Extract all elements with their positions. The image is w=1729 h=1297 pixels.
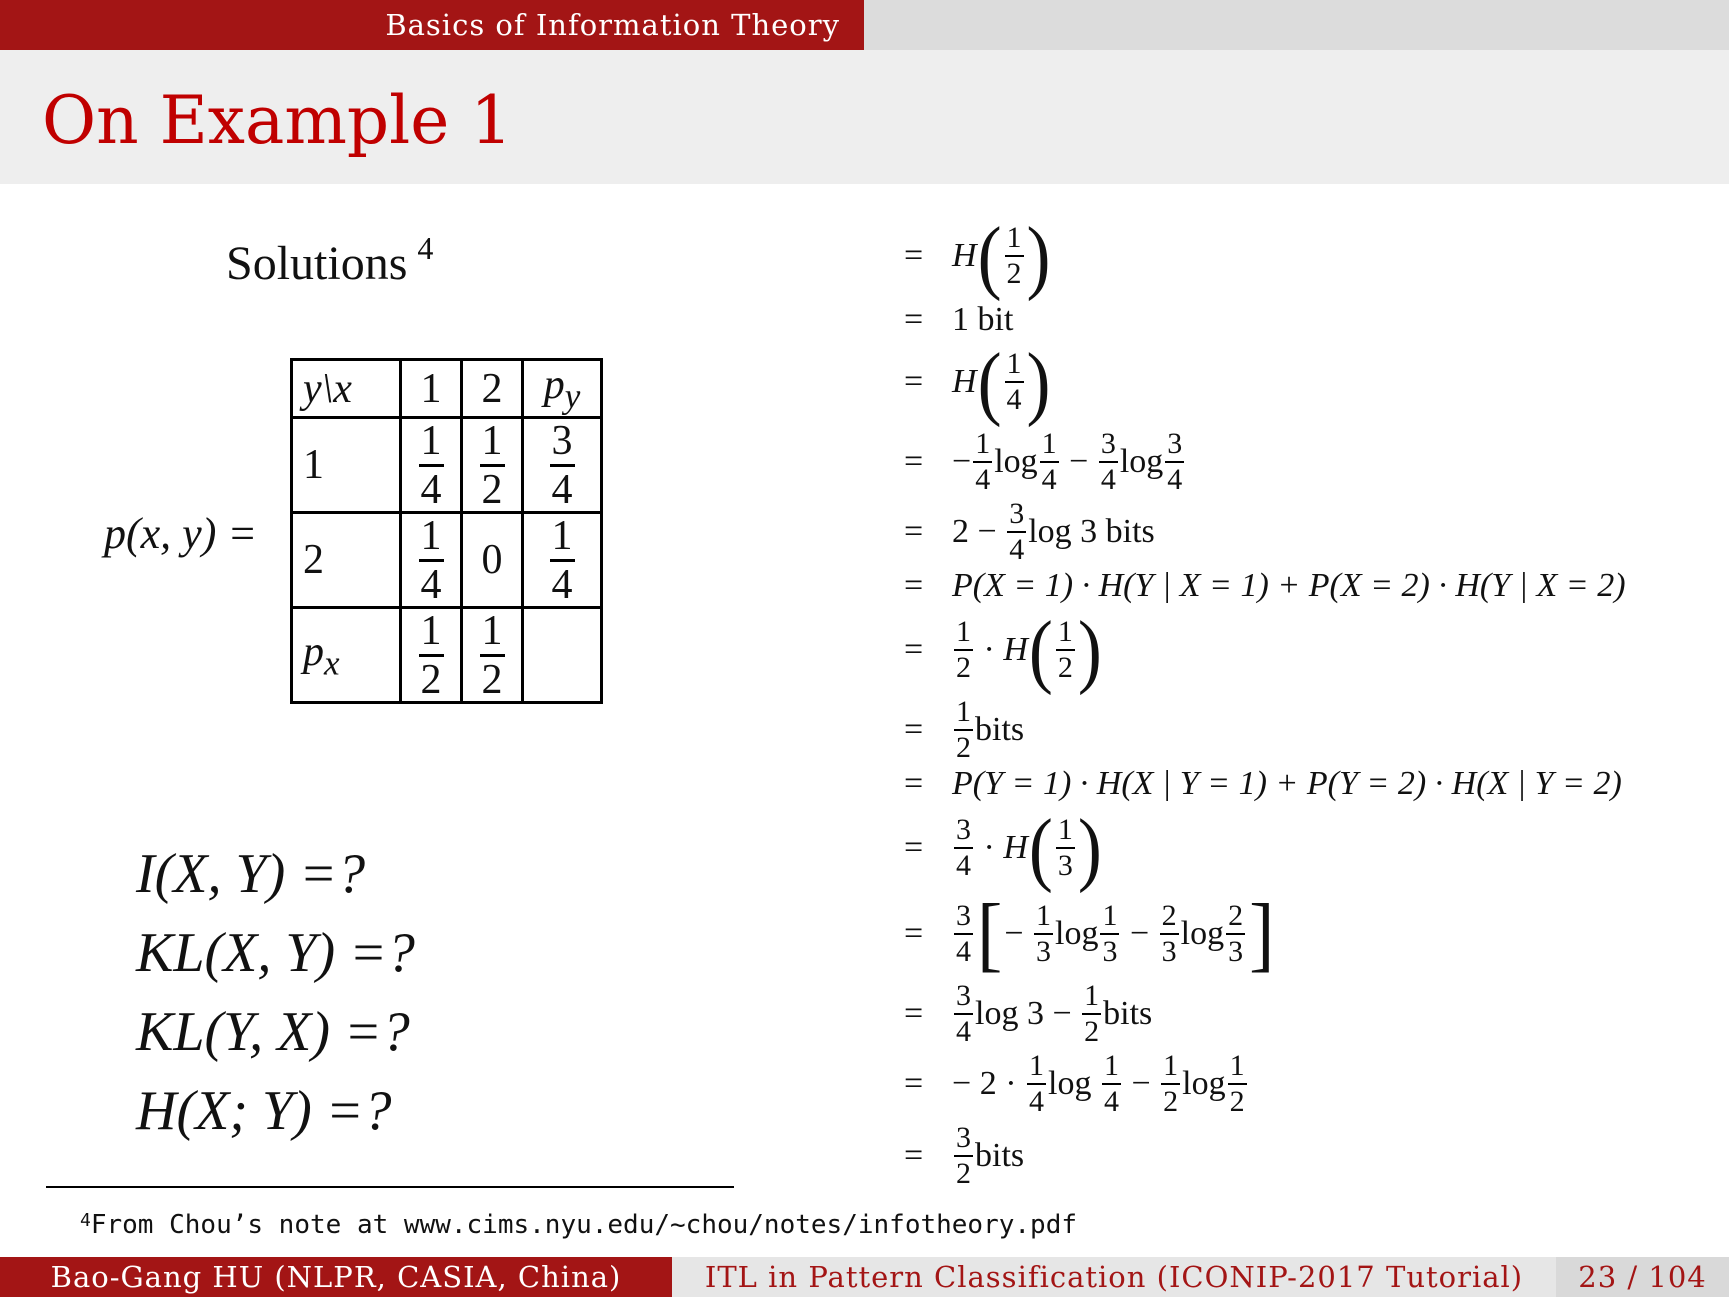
row-label: 2 bbox=[292, 513, 401, 608]
eq-rhs: 2 − $\frac{3}{4}$ log 3 bits bbox=[952, 497, 1155, 566]
table-cell: $\frac{1}{2}$ bbox=[462, 418, 523, 513]
slide-title: On Example 1 bbox=[42, 82, 513, 159]
eq-rhs: $\frac{1}{2}$ bits bbox=[956, 695, 1025, 764]
joint-prob-label: p(x, y) = bbox=[104, 509, 258, 558]
eq-rhs: P(Y = 1) · H(X | Y = 1) + P(Y = 2) · H(X | Y = 2) bbox=[952, 765, 1622, 802]
eq-sign: = bbox=[904, 711, 924, 748]
eq-sign: = bbox=[904, 567, 924, 604]
eq-rhs: − $\frac{1}{4}$ log $\frac{1}{4}$ − $\frac{3}{4}$ log $\frac{3}{4}$ bbox=[952, 427, 1183, 496]
eq-sign: = bbox=[904, 631, 924, 668]
footnote-ref: 4 bbox=[417, 230, 434, 266]
corner-cell: y\x bbox=[292, 360, 401, 418]
eq-sign: = bbox=[904, 363, 924, 400]
footnote bbox=[80, 1210, 1077, 1240]
eq-rhs: 1 bit bbox=[952, 301, 1014, 338]
footer-talk-title: ITL in Pattern Classification (ICONIP-2017 Tutorial) bbox=[672, 1257, 1556, 1297]
row-label: $p_x$ bbox=[292, 608, 401, 703]
eq-rhs: $\frac{3}{4}$ · H ( $\frac{1}{3}$ ) bbox=[956, 802, 1102, 894]
question-item: KL(X, Y) =? bbox=[136, 922, 415, 984]
table-cell: $\frac{3}{4}$ bbox=[523, 418, 602, 513]
footnote-text: From Chou’s note at www.cims.nyu.edu/~chou/notes/infotheory.pdf bbox=[90, 1210, 1078, 1240]
eq-sign: = bbox=[904, 301, 924, 338]
question-item: H(X; Y) =? bbox=[136, 1080, 392, 1142]
footer-page-number: 23 / 104 bbox=[1556, 1257, 1729, 1297]
footnote-divider bbox=[46, 1186, 734, 1188]
eq-rhs: P(X = 1) · H(Y | X = 1) + P(X = 2) · H(Y | X = 2) bbox=[952, 567, 1626, 604]
col-header-2: 2 bbox=[462, 360, 523, 418]
table-cell: $\frac{1}{4}$ bbox=[401, 513, 462, 608]
eq-rhs: H ( $\frac{1}{4}$ ) bbox=[952, 336, 1051, 428]
footer-bar bbox=[0, 1257, 1729, 1297]
col-header-1: 1 bbox=[401, 360, 462, 418]
footnote-mark: 4 bbox=[80, 1210, 91, 1231]
eq-rhs: $\frac{3}{4}$ [ − $\frac{1}{3}$ log $\frac{1}{3}$ − $\frac{2}{3}$ log $\frac{2}{3}$ ] bbox=[956, 887, 1275, 981]
table-cell: $\frac{1}{4}$ bbox=[523, 513, 602, 608]
eq-sign: = bbox=[904, 237, 924, 274]
footer-author: Bao-Gang HU (NLPR, CASIA, China) bbox=[0, 1257, 672, 1297]
eq-sign: = bbox=[904, 995, 924, 1032]
row-label: 1 bbox=[292, 418, 401, 513]
eq-sign: = bbox=[904, 443, 924, 480]
eq-rhs: H ( $\frac{1}{2}$ ) bbox=[952, 210, 1051, 302]
eq-rhs: $\frac{1}{2}$ · H ( $\frac{1}{2}$ ) bbox=[956, 604, 1102, 696]
eq-sign: = bbox=[904, 1065, 924, 1102]
table-cell: 0 bbox=[462, 513, 523, 608]
table-cell: $\frac{1}{4}$ bbox=[401, 418, 462, 513]
eq-sign: = bbox=[904, 829, 924, 866]
eq-sign: = bbox=[904, 1137, 924, 1174]
eq-sign: = bbox=[904, 513, 924, 550]
question-item: I(X, Y) =? bbox=[136, 843, 366, 905]
eq-rhs: $\frac{3}{2}$ bits bbox=[956, 1121, 1025, 1190]
eq-sign: = bbox=[904, 765, 924, 802]
eq-rhs: $\frac{3}{4}$ log 3 − $\frac{1}{2}$ bits bbox=[956, 979, 1153, 1048]
table-cell: $\frac{1}{2}$ bbox=[462, 608, 523, 703]
section-title: Basics of Information Theory bbox=[0, 0, 864, 50]
question-item: KL(Y, X) =? bbox=[136, 1001, 410, 1063]
eq-rhs: − 2 · $\frac{1}{4}$ log $\frac{1}{4}$ − $\frac{1}{2}$ log $\frac{1}{2}$ bbox=[952, 1049, 1245, 1118]
solutions-label: Solutions bbox=[226, 237, 408, 290]
eq-sign: = bbox=[904, 915, 924, 952]
col-header-py: $p_y$ bbox=[523, 360, 602, 418]
table-cell: $\frac{1}{2}$ bbox=[401, 608, 462, 703]
